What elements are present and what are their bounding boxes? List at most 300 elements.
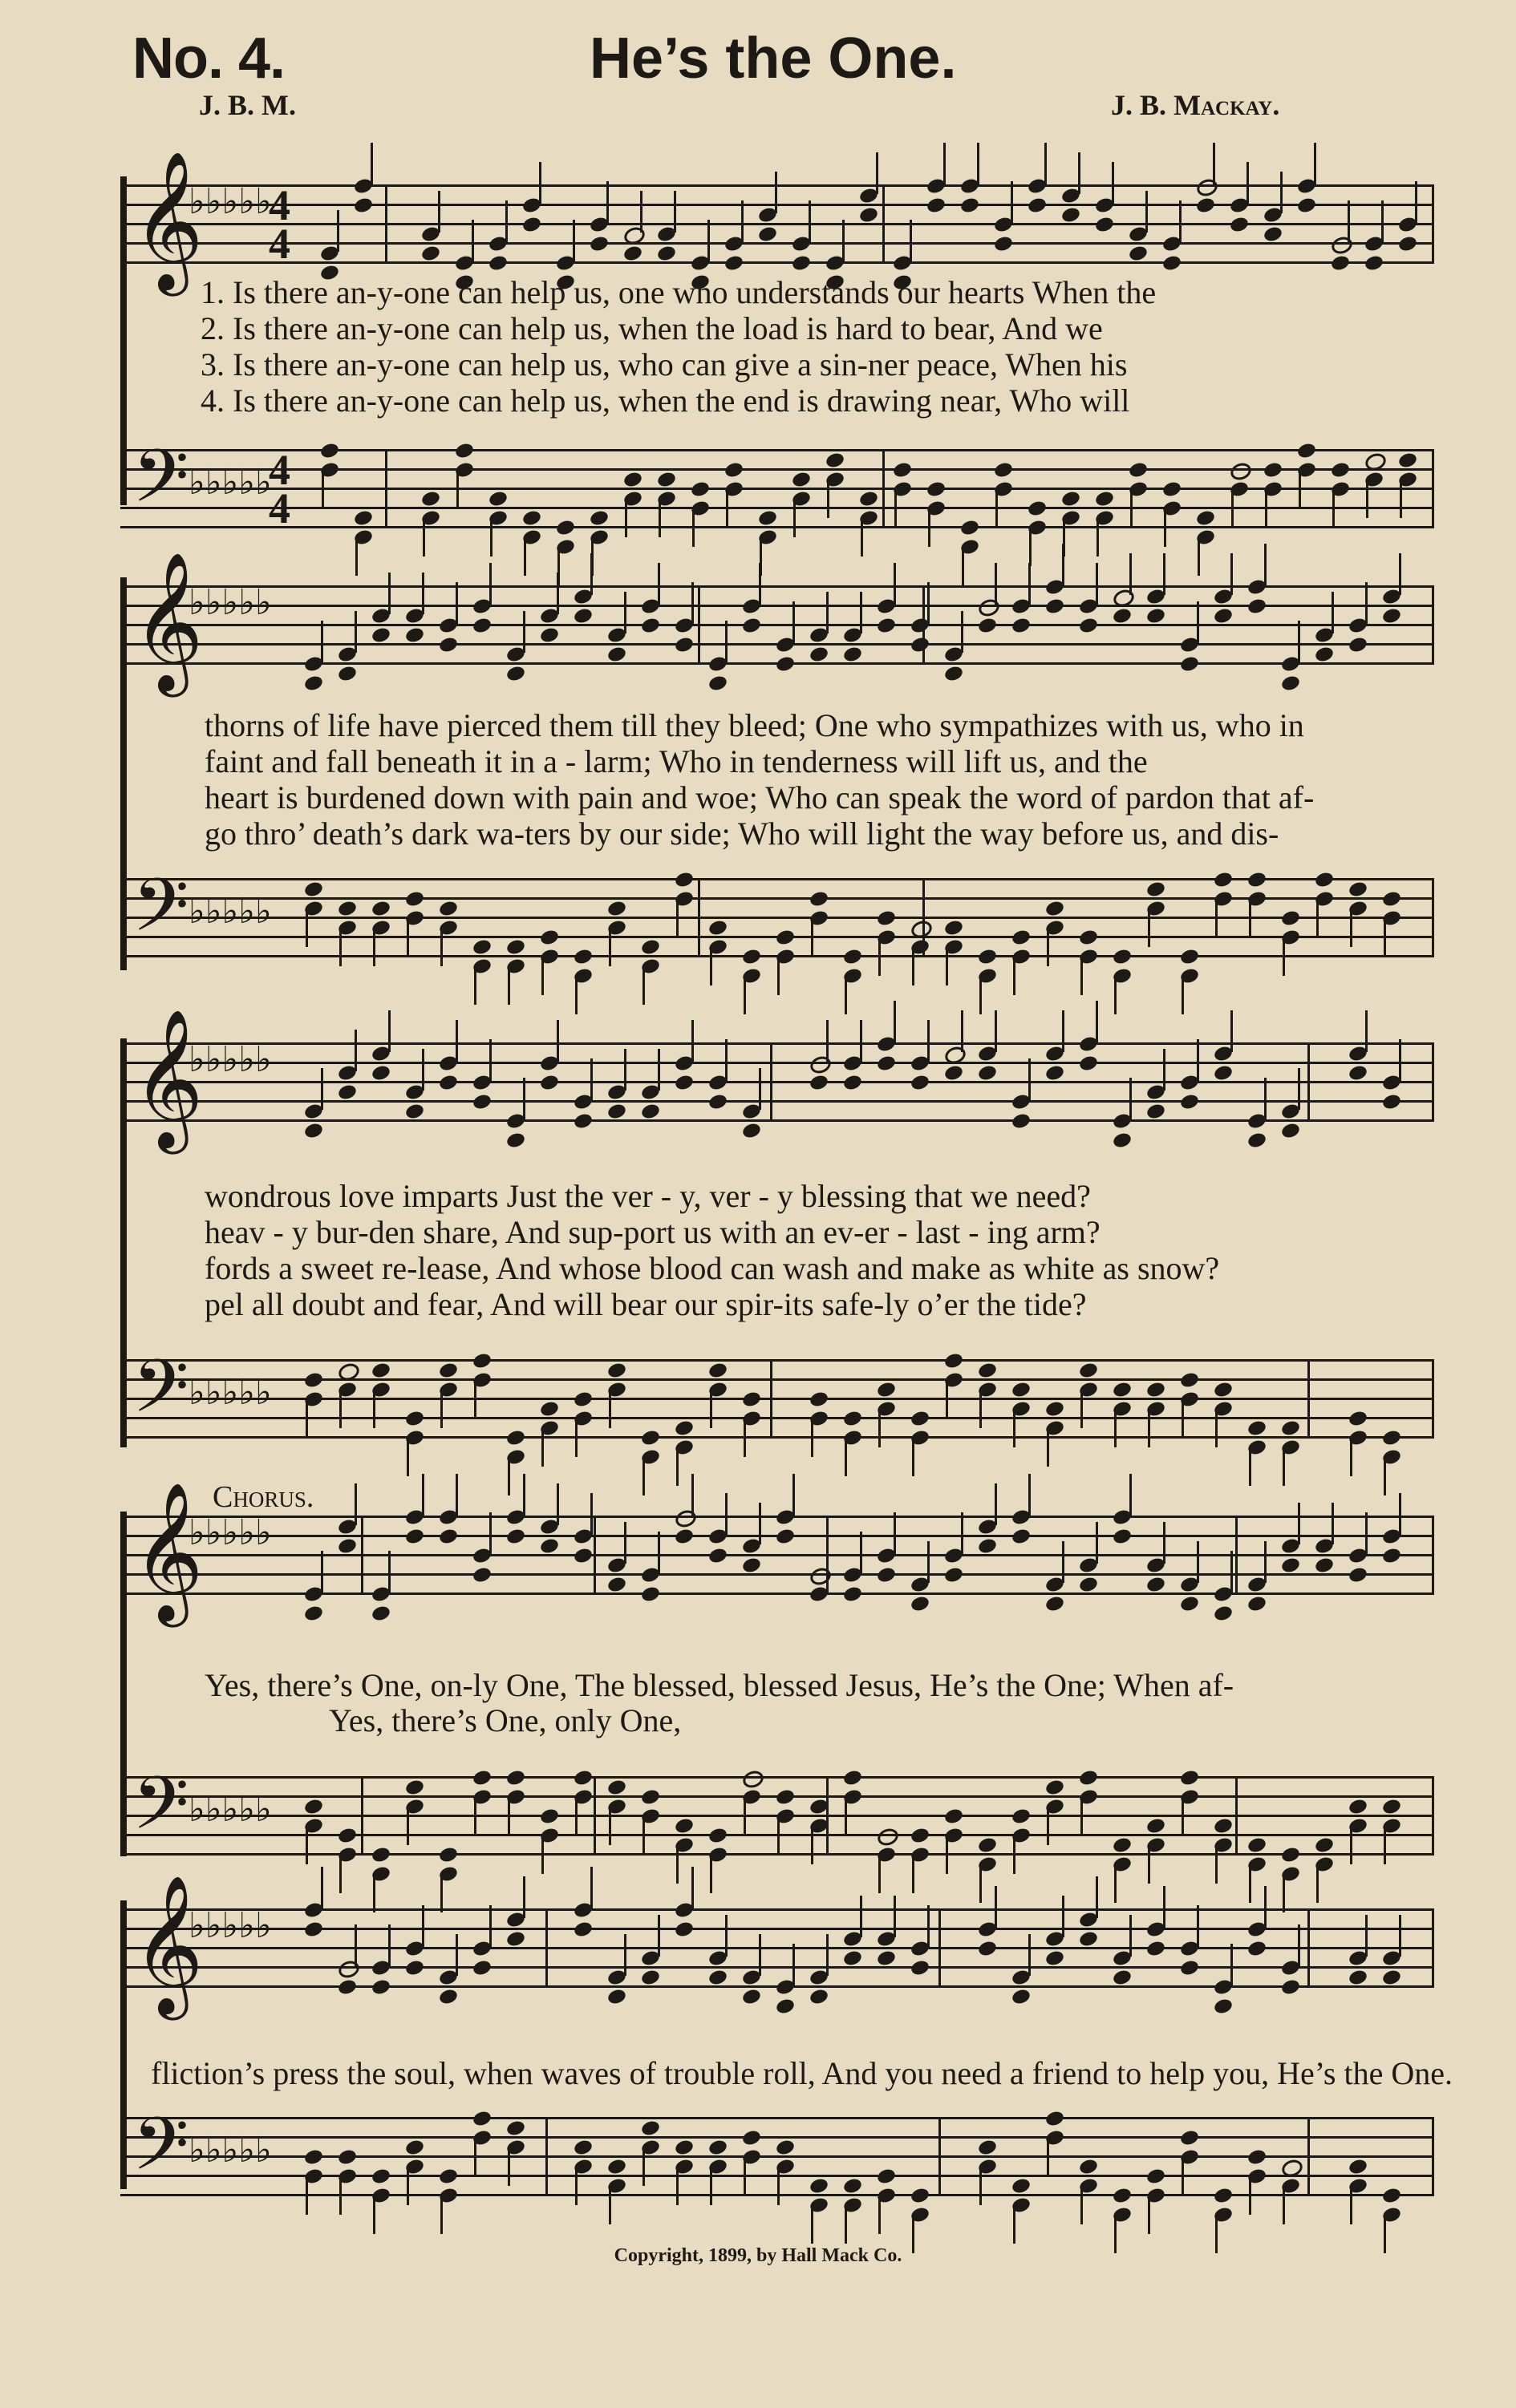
- note-stem: [575, 1797, 578, 1835]
- note-head: [1011, 1988, 1032, 2006]
- staff-line: [120, 507, 1432, 509]
- note-head: [488, 254, 509, 273]
- note-head: [910, 636, 930, 654]
- note-head: [842, 1585, 863, 1604]
- note-head: [573, 2139, 594, 2157]
- note-stem: [1028, 1934, 1031, 1976]
- note-head: [505, 1528, 526, 1546]
- note-head: [303, 674, 324, 693]
- note-stem: [474, 966, 476, 1005]
- note-head: [1280, 1846, 1301, 1864]
- note-head: [438, 1362, 459, 1380]
- note-stem: [1163, 553, 1165, 595]
- note-head: [472, 1769, 492, 1787]
- note-stem: [995, 489, 998, 528]
- note-stem: [1148, 2196, 1150, 2234]
- note-head: [573, 1112, 594, 1131]
- note-head: [842, 646, 863, 664]
- staff-line: [120, 624, 1432, 626]
- bar-line: [882, 449, 885, 528]
- note-stem: [793, 499, 796, 537]
- note-head: [724, 461, 744, 480]
- note-head: [910, 2187, 930, 2205]
- note-head: [757, 225, 778, 244]
- note-head: [1094, 490, 1115, 508]
- note-head: [809, 890, 829, 909]
- note-stem: [1129, 1078, 1132, 1119]
- note-stem: [321, 1551, 323, 1593]
- words-credit: J. B. M.: [199, 89, 296, 121]
- note-stem: [725, 621, 728, 662]
- note-stem: [1215, 1409, 1218, 1447]
- key-signature-flats-icon: ♭♭♭♭♭: [188, 2130, 272, 2171]
- note-stem: [590, 553, 593, 595]
- note-stem: [1129, 1474, 1132, 1516]
- note-stem: [407, 918, 409, 957]
- note-head: [539, 1537, 560, 1556]
- note-head: [640, 1103, 661, 1121]
- note-stem: [1230, 553, 1233, 595]
- note-stem: [1163, 1522, 1165, 1564]
- note-stem: [523, 611, 525, 653]
- note-head: [741, 2129, 762, 2147]
- note-stem: [710, 1390, 712, 1428]
- note-head: [1246, 1595, 1267, 1613]
- staff-line: [120, 1947, 1432, 1949]
- bass-staff: [120, 1761, 1432, 1864]
- note-stem: [609, 1807, 611, 1845]
- note-head: [707, 1827, 728, 1845]
- note-head: [404, 626, 425, 645]
- note-head: [842, 1410, 863, 1428]
- note-stem: [725, 1039, 728, 1081]
- note-stem: [1298, 1503, 1300, 1544]
- note-head: [371, 1846, 391, 1864]
- note-stem: [1080, 1797, 1083, 1835]
- staff-line: [120, 2136, 1432, 2139]
- note-stem: [775, 172, 777, 213]
- note-head: [943, 665, 964, 683]
- note-head: [1381, 607, 1402, 625]
- note-head: [1314, 1556, 1335, 1575]
- staff-line: [120, 585, 1432, 588]
- note-head: [1145, 1817, 1166, 1835]
- note-stem: [1298, 621, 1300, 662]
- note-head: [1246, 597, 1267, 616]
- note-stem: [1062, 1896, 1064, 1937]
- note-stem: [792, 1944, 795, 1985]
- note-head: [1397, 451, 1418, 470]
- bar-line: [594, 1516, 596, 1595]
- note-head: [404, 1103, 425, 1121]
- note-head: [740, 1768, 765, 1791]
- note-stem: [640, 191, 642, 233]
- note-head: [573, 1769, 594, 1787]
- note-head: [438, 2167, 459, 2186]
- note-head: [791, 471, 812, 489]
- staff-line: [120, 1062, 1432, 1064]
- note-stem: [339, 2176, 342, 2215]
- note-head: [842, 1074, 863, 1092]
- note-stem: [1096, 563, 1098, 605]
- note-stem: [590, 1493, 593, 1535]
- bar-line: [1307, 1042, 1310, 1122]
- note-stem: [557, 1020, 559, 1062]
- note-stem: [355, 1030, 357, 1071]
- note-stem: [744, 976, 746, 1014]
- note-head: [1213, 1381, 1234, 1399]
- note-stem: [961, 611, 963, 653]
- note-head: [842, 948, 863, 966]
- bar-line: [1432, 2117, 1434, 2196]
- note-stem: [995, 1886, 997, 1928]
- note-stem: [995, 1483, 997, 1525]
- bar-line: [545, 1908, 548, 1988]
- treble-staff: [120, 151, 1432, 290]
- bar-line: [698, 585, 700, 665]
- note-head: [640, 617, 661, 635]
- note-stem: [456, 470, 459, 508]
- note-head: [1213, 1817, 1234, 1835]
- note-stem: [1399, 1039, 1401, 1081]
- note-head: [606, 1576, 627, 1594]
- note-head: [1011, 1112, 1032, 1131]
- note-head: [1078, 929, 1099, 947]
- note-stem: [388, 1551, 391, 1593]
- note-stem: [1096, 1522, 1098, 1564]
- note-stem: [490, 518, 492, 556]
- note-head: [1078, 1054, 1099, 1073]
- bar-line: [1432, 1516, 1434, 1595]
- treble-clef-icon: 𝄞: [132, 552, 204, 691]
- note-head: [622, 245, 643, 263]
- staff-line: [120, 242, 1432, 245]
- note-head: [640, 1429, 661, 1447]
- bar-line: [938, 2117, 941, 2196]
- note-stem: [1114, 976, 1117, 1014]
- note-head: [1194, 176, 1219, 199]
- note-head: [1128, 461, 1149, 480]
- note-head: [977, 1836, 998, 1855]
- chorus-label: Chorus.: [213, 1480, 314, 1514]
- note-head: [1229, 216, 1250, 234]
- bar-line: [1432, 1042, 1434, 1122]
- note-head: [741, 1556, 762, 1575]
- note-head: [539, 1074, 560, 1092]
- note-head: [809, 1988, 829, 2006]
- note-head: [404, 1779, 425, 1797]
- note-head: [674, 2139, 695, 2157]
- note-head: [404, 1959, 425, 1977]
- staff-line: [120, 1042, 1432, 1045]
- note-stem: [1197, 1541, 1199, 1583]
- note-head: [640, 938, 661, 957]
- note-stem: [777, 957, 780, 995]
- note-stem: [912, 947, 914, 985]
- key-signature-flats-icon: ♭♭♭♭♭: [188, 1789, 272, 1830]
- note-stem: [557, 573, 559, 614]
- note-stem: [1415, 181, 1417, 223]
- note-head: [825, 451, 845, 470]
- note-stem: [894, 489, 897, 528]
- note-head: [1044, 2110, 1065, 2128]
- note-head: [640, 1585, 661, 1604]
- note-stem: [744, 1797, 746, 1835]
- note-stem: [472, 220, 474, 261]
- note-stem: [741, 200, 744, 242]
- note-head: [1145, 607, 1166, 625]
- note-stem: [995, 563, 997, 605]
- note-stem: [373, 2196, 375, 2234]
- note-stem: [826, 1934, 829, 1976]
- note-head: [842, 2177, 863, 2196]
- note-stem: [440, 1390, 443, 1428]
- note-head: [539, 1807, 560, 1826]
- note-head: [1213, 1605, 1234, 1623]
- note-head: [1314, 871, 1335, 889]
- note-head: [371, 2167, 391, 2186]
- note-head: [775, 1528, 796, 1546]
- note-head: [371, 1978, 391, 1997]
- note-head: [707, 1093, 728, 1111]
- note-stem: [339, 928, 342, 966]
- note-head: [1011, 1528, 1032, 1546]
- note-head: [404, 1528, 425, 1546]
- note-head: [977, 1940, 998, 1958]
- note-head: [809, 2177, 829, 2196]
- note-stem: [1213, 143, 1215, 184]
- note-stem: [878, 937, 881, 976]
- note-stem: [811, 1418, 813, 1457]
- note-head: [438, 636, 459, 654]
- note-head: [1314, 1836, 1335, 1855]
- treble-staff: [120, 552, 1432, 691]
- note-stem: [878, 2196, 881, 2234]
- key-signature-flats-icon: ♭♭♭♭♭: [188, 1905, 272, 1946]
- note-head: [993, 461, 1014, 480]
- note-stem: [371, 143, 373, 184]
- note-stem: [1332, 1503, 1334, 1544]
- note-head: [656, 471, 677, 489]
- note-stem: [811, 2205, 813, 2244]
- bar-line: [1432, 878, 1434, 957]
- note-stem: [1080, 1390, 1083, 1428]
- note-stem: [1264, 544, 1267, 585]
- note-stem: [1148, 1845, 1150, 1884]
- note-stem: [1249, 899, 1251, 937]
- note-head: [959, 196, 980, 215]
- note-head: [472, 938, 492, 957]
- note-stem: [1182, 2157, 1184, 2196]
- note-head: [1094, 216, 1115, 234]
- note-head: [303, 1371, 324, 1390]
- note-head: [521, 216, 542, 234]
- verse-1-line-1: 1. Is there an-y-one can help us, one who understands our hearts When the: [201, 274, 1157, 310]
- note-head: [1330, 254, 1351, 273]
- note-stem: [707, 220, 710, 261]
- note-head: [1381, 890, 1402, 909]
- note-head: [539, 929, 560, 947]
- note-head: [1060, 490, 1081, 508]
- note-stem: [1047, 1428, 1049, 1467]
- note-stem: [489, 1905, 492, 1947]
- note-head: [690, 480, 711, 499]
- bass-staff: [120, 1344, 1432, 1447]
- note-stem: [575, 2167, 578, 2205]
- verse-3-line-3: fords a sweet re-lease, And whose blood can wash and make as white as snow?: [205, 1250, 1220, 1286]
- note-stem: [474, 1380, 476, 1418]
- note-stem: [642, 1816, 645, 1855]
- note-head: [741, 1122, 762, 1140]
- note-stem: [474, 1797, 476, 1835]
- note-stem: [676, 1447, 679, 1486]
- note-head: [775, 1788, 796, 1807]
- note-head: [420, 490, 441, 508]
- note-head: [876, 1566, 897, 1584]
- note-head: [1179, 1595, 1200, 1613]
- note-head: [707, 1969, 728, 1987]
- note-stem: [910, 220, 912, 261]
- note-stem: [624, 1049, 626, 1091]
- note-stem: [1249, 1447, 1251, 1486]
- bass-clef-icon: 𝄢: [132, 1761, 189, 1864]
- note-head: [505, 1429, 526, 1447]
- note-head: [1027, 500, 1048, 518]
- note-head: [808, 1565, 833, 1588]
- note-head: [1128, 245, 1149, 263]
- note-head: [943, 919, 964, 937]
- note-head: [1044, 1400, 1065, 1418]
- note-head: [371, 1064, 391, 1083]
- note-head: [707, 919, 728, 937]
- note-head: [337, 1827, 358, 1845]
- bar-line: [361, 1776, 363, 1856]
- note-head: [1112, 948, 1133, 966]
- note-stem: [927, 1905, 930, 1947]
- note-stem: [777, 2167, 780, 2205]
- note-stem: [691, 1020, 694, 1062]
- note-head: [775, 655, 796, 674]
- note-head: [977, 948, 998, 966]
- note-stem: [1400, 480, 1402, 518]
- note-head: [724, 254, 744, 273]
- staff-line: [120, 526, 1432, 528]
- note-stem: [912, 1855, 914, 1893]
- note-stem: [845, 1438, 847, 1476]
- note-stem: [1197, 1039, 1199, 1081]
- note-stem: [792, 601, 795, 643]
- note-stem: [1148, 909, 1150, 947]
- note-stem: [658, 563, 660, 605]
- key-signature-flats-icon: ♭♭♭♭♭: [188, 1039, 272, 1080]
- note-head: [1112, 607, 1133, 625]
- note-stem: [658, 1532, 660, 1573]
- note-stem: [860, 592, 862, 633]
- note-stem: [1384, 1457, 1386, 1495]
- verse-1-line-2: thorns of life have pierced them till they bleed; One who sympathizes with us, who in: [205, 707, 1304, 743]
- note-stem: [1129, 553, 1132, 595]
- note-stem: [1028, 1058, 1031, 1100]
- note-stem: [306, 1826, 308, 1864]
- note-stem: [946, 1835, 948, 1874]
- note-stem: [590, 1058, 593, 1100]
- note-stem: [541, 957, 544, 995]
- note-stem: [373, 1390, 375, 1428]
- note-stem: [1230, 1944, 1233, 1985]
- note-head: [910, 1410, 930, 1428]
- note-head: [1112, 1969, 1133, 1987]
- note-stem: [422, 1905, 424, 1947]
- note-head: [404, 2139, 425, 2157]
- note-head: [1011, 1807, 1032, 1826]
- note-head: [943, 1566, 964, 1584]
- note-head: [555, 519, 576, 537]
- bass-staff: [120, 2102, 1432, 2204]
- note-stem: [1013, 2205, 1015, 2244]
- note-head: [1381, 1547, 1402, 1565]
- note-stem: [995, 1010, 997, 1052]
- staff-line: [120, 897, 1432, 900]
- note-head: [741, 1390, 762, 1409]
- note-stem: [1163, 1049, 1165, 1091]
- note-head: [420, 245, 441, 263]
- note-stem: [1399, 1915, 1401, 1957]
- note-head: [1263, 225, 1283, 244]
- note-head: [521, 509, 542, 528]
- note-head: [505, 665, 526, 683]
- bar-line: [770, 1042, 772, 1122]
- note-head: [910, 1595, 930, 1613]
- note-head: [977, 1537, 998, 1556]
- bar-line: [1235, 1516, 1238, 1595]
- hymn-title: He’s the One.: [590, 26, 957, 91]
- note-stem: [826, 592, 829, 633]
- note-stem: [306, 1399, 308, 1438]
- note-head: [336, 1958, 361, 1981]
- note-head: [606, 646, 627, 664]
- note-stem: [725, 1493, 728, 1535]
- note-head: [1161, 480, 1182, 499]
- note-head: [707, 2139, 728, 2157]
- note-stem: [1179, 200, 1182, 242]
- note-head: [775, 929, 796, 947]
- note-stem: [1013, 1835, 1015, 1874]
- note-head: [1348, 1566, 1368, 1584]
- bar-line: [1307, 1908, 1310, 1988]
- note-head: [1263, 461, 1283, 480]
- note-head: [674, 1074, 695, 1092]
- note-head: [1314, 646, 1335, 664]
- note-head: [1330, 461, 1351, 480]
- note-head: [622, 471, 643, 489]
- bass-clef-icon: 𝄢: [132, 863, 189, 965]
- note-head: [1381, 2187, 1402, 2205]
- note-head: [606, 1103, 627, 1121]
- note-stem: [845, 976, 847, 1014]
- note-stem: [878, 1855, 881, 1893]
- note-stem: [1044, 143, 1047, 184]
- note-stem: [423, 518, 425, 556]
- note-head: [1246, 871, 1267, 889]
- bar-line: [826, 1776, 829, 1856]
- note-stem: [1384, 918, 1386, 957]
- note-stem: [977, 143, 979, 184]
- note-stem: [322, 470, 324, 508]
- note-stem: [456, 1474, 458, 1516]
- bass-clef-icon: 𝄢: [132, 434, 189, 536]
- key-signature-flats-icon: ♭♭♭♭♭: [188, 1372, 272, 1413]
- note-head: [1179, 655, 1200, 674]
